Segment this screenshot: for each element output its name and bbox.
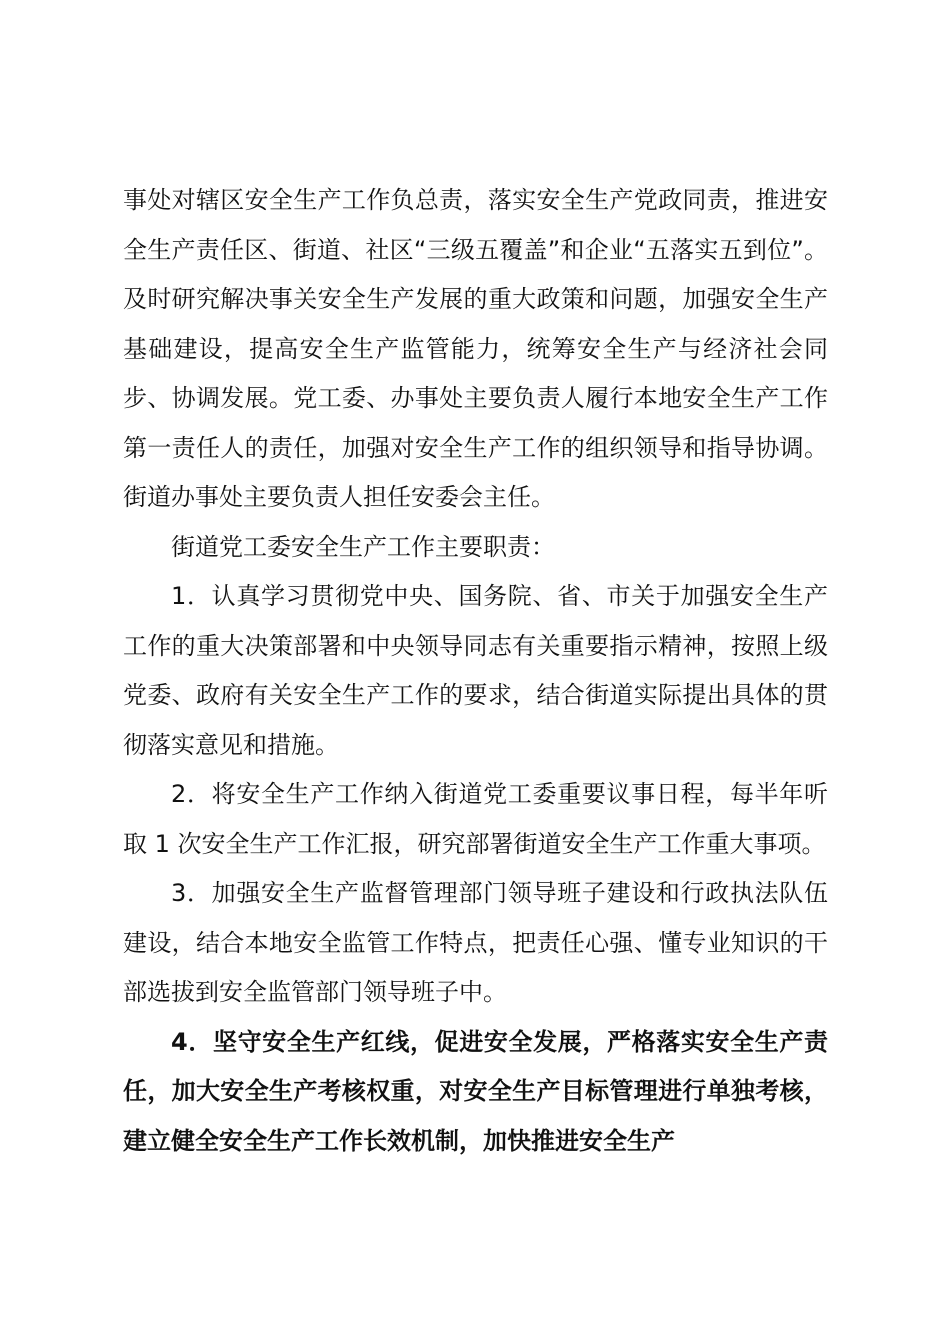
paragraph-item-4: 4．坚守安全生产红线，促进安全发展，严格落实安全生产责任，加大安全生产考核权重，对安全生产目标管理进行单独考核，建立健全安全生产工作长效机制，加快推进安全生产 (123, 1027, 828, 1155)
paragraph-item-3: 3．加强安全生产监督管理部门领导班子建设和行政执法队伍建设，结合本地安全监管工作特点，把责任心强、懂专业知识的干部选拔到安全监管部门领导班子中。 (123, 879, 828, 1006)
paragraph-item-1: 1．认真学习贯彻党中央、国务院、省、市关于加强安全生产工作的重大决策部署和中央领导同志有关重要指示精神，按照上级党委、政府有关安全生产工作的要求，结合街道实际提出具体的贯彻落实意见和措施。 (123, 582, 828, 759)
document-body (123, 176, 828, 1166)
paragraph-item-2: 2．将安全生产工作纳入街道党工委重要议事日程，每半年听取 1 次安全生产工作汇报，研究部署街道安全生产工作重大事项。 (123, 780, 828, 858)
paragraph-continuation: 事处对辖区安全生产工作负总责，落实安全生产党政同责，推进安全生产责任区、街道、社区“三级五覆盖”和企业“五落实五到位”。及时研究解决事关安全生产发展的重大政策和问题，加强安全生产基础建设，提高安全生产监管能力，统筹安全生产与经济社会同步、协调发展。党工委、办事处主要负责人履行本地安全生产工作第一责任人的责任，加强对安全生产工作的组织领导和指导协调。街道办事处主要负责人担任安委会主任。 (123, 186, 828, 511)
paragraph-duties-heading: 街道党工委安全生产工作主要职责： (171, 532, 555, 561)
